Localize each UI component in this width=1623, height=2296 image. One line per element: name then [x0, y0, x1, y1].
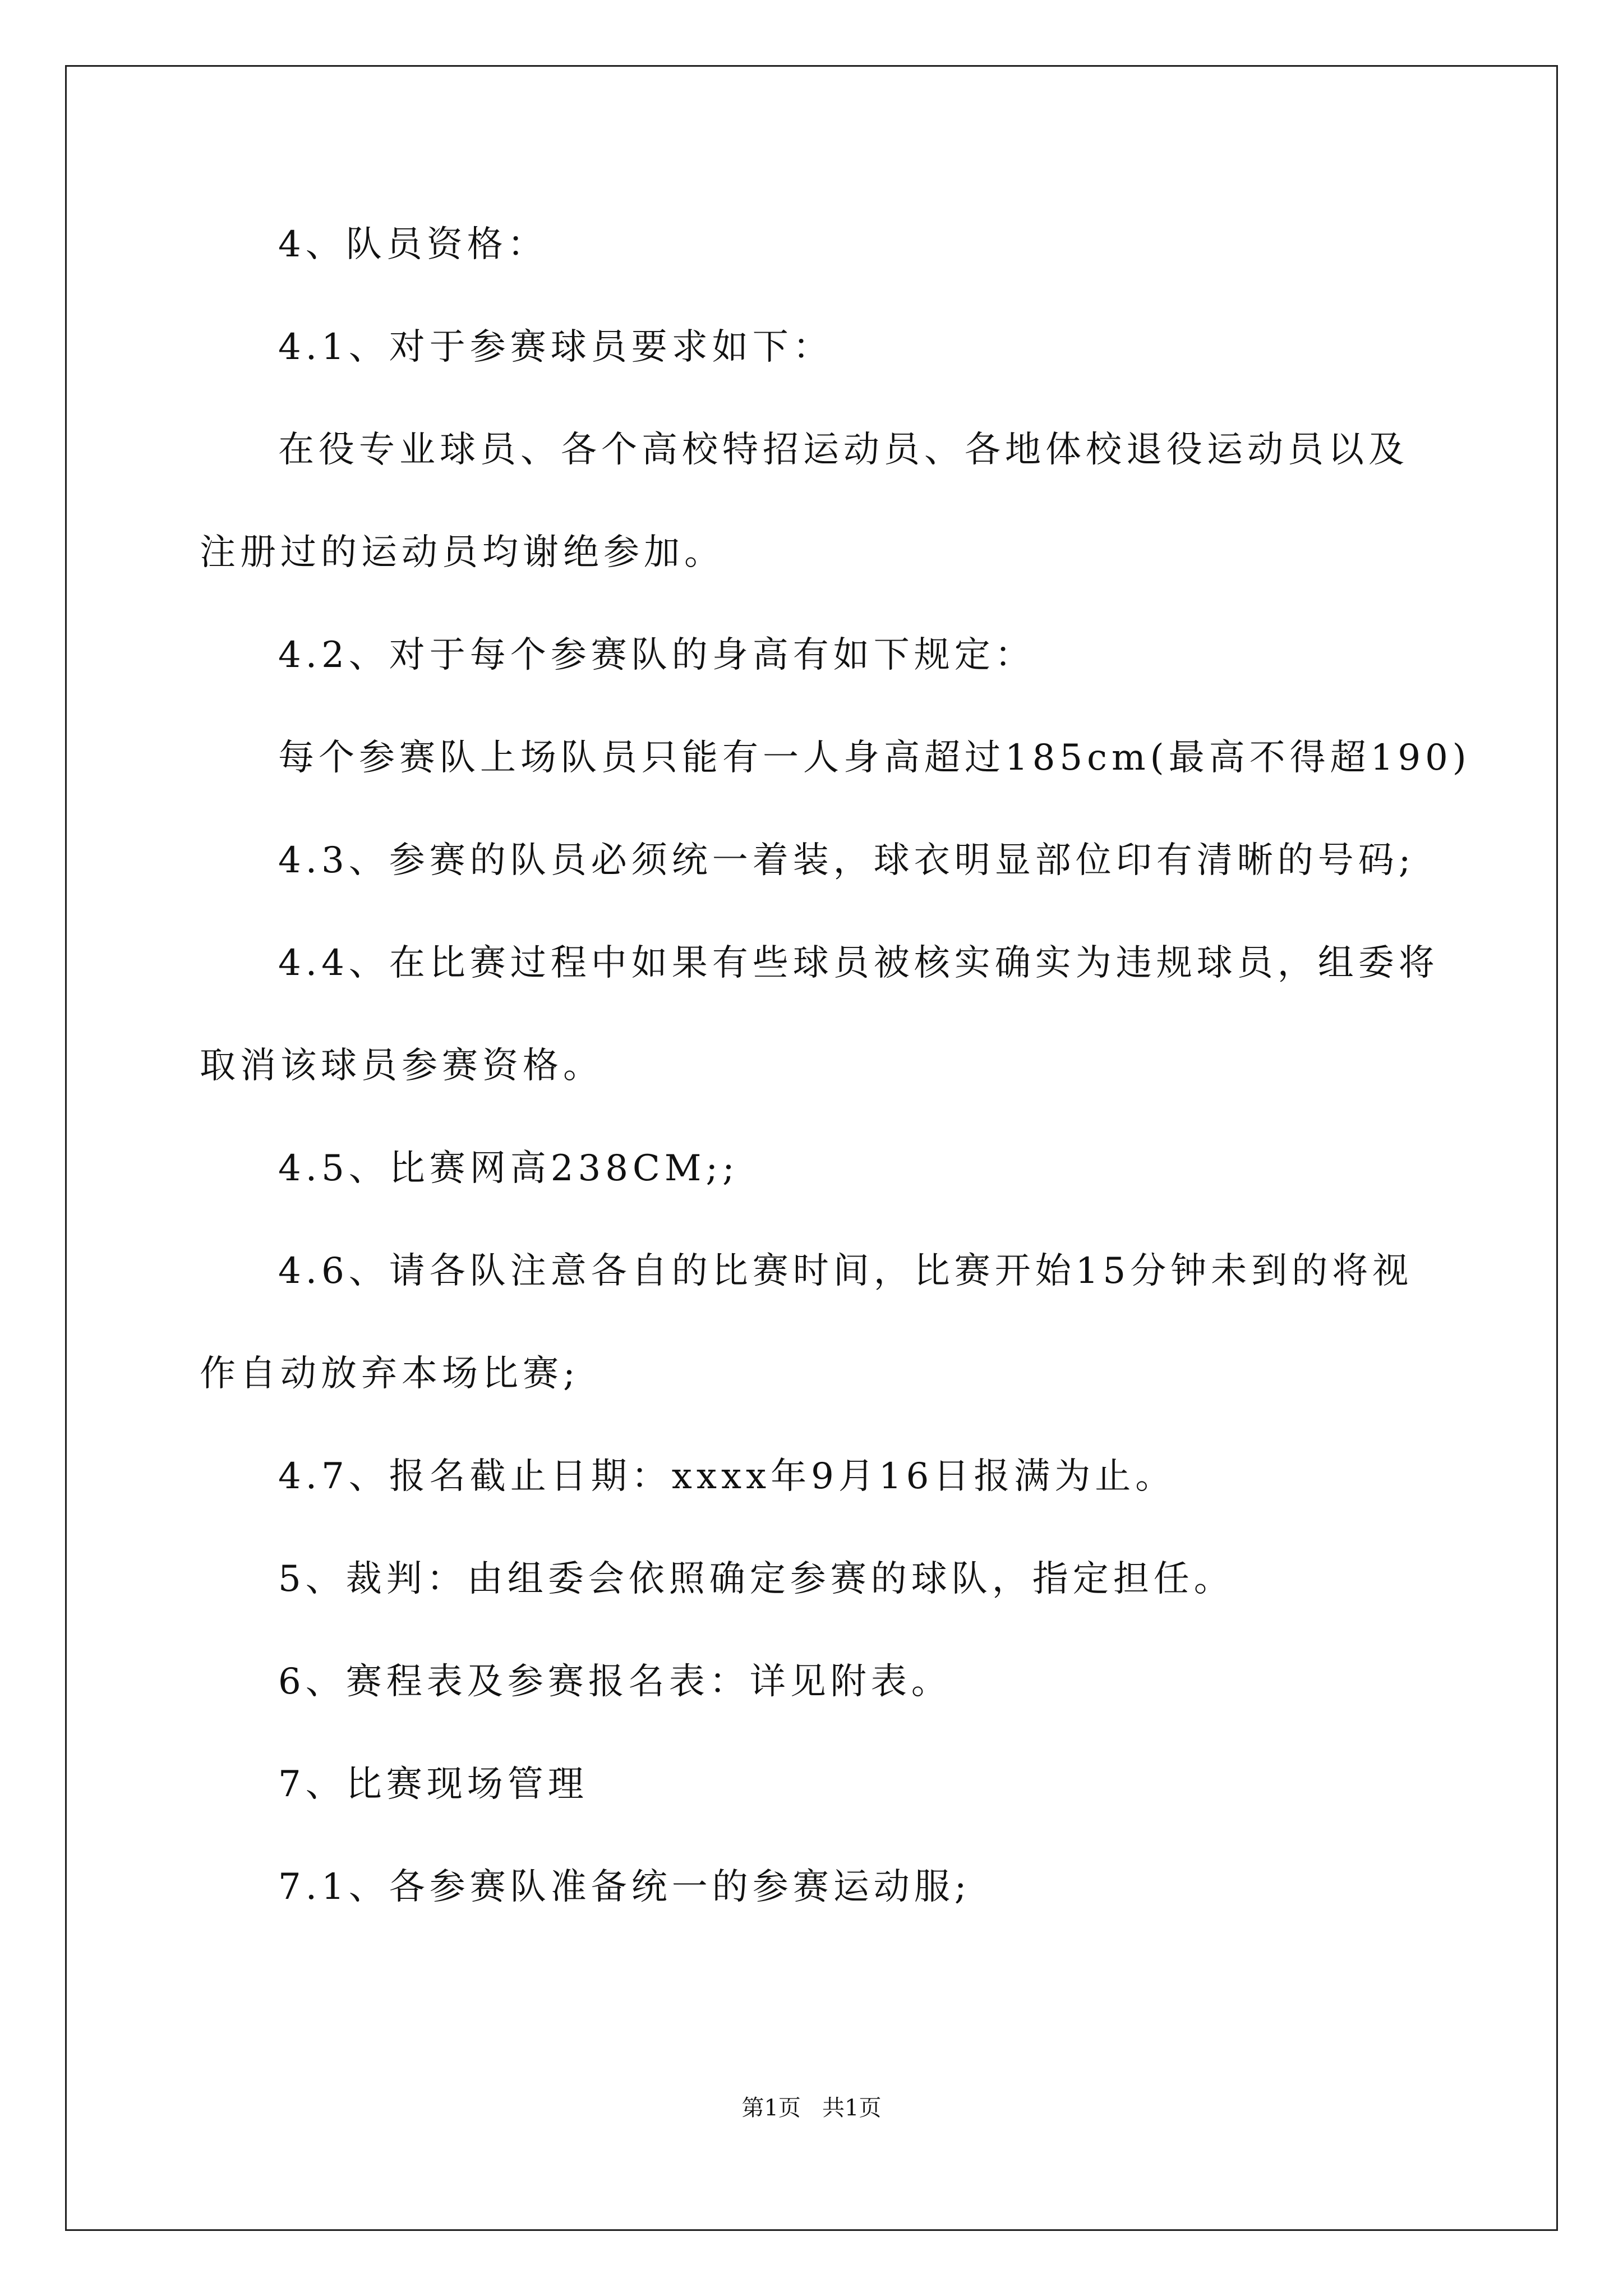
paragraph-section-7: 7、比赛现场管理 [278, 1764, 588, 1805]
paragraph-4-4-line2: 取消该球员参赛资格。 [200, 1045, 603, 1087]
paragraph-7-1: 7.1、各参赛队准备统一的参赛运动服; [278, 1866, 971, 1908]
paragraph-4-5: 4.5、比赛网高238CM;; [278, 1148, 739, 1189]
paragraph-4-6-line1: 4.6、请各队注意各自的比赛时间，比赛开始15分钟未到的将视 [278, 1250, 1413, 1292]
paragraph-4-6-line2: 作自动放弃本场比赛; [200, 1353, 580, 1395]
page-footer: 第1页 共1页 [741, 2095, 882, 2121]
paragraph-4-3: 4.3、参赛的队员必须统一着装，球衣明显部位印有清晰的号码; [278, 840, 1415, 881]
paragraph-section-6: 6、赛程表及参赛报名表：详见附表。 [278, 1661, 952, 1703]
paragraph-4-2-body: 每个参赛队上场队员只能有一人身高超过185cm(最高不得超190) [278, 737, 1471, 779]
paragraph-4-7: 4.7、报名截止日期：xxxx年9月16日报满为止。 [278, 1456, 1176, 1497]
paragraph-section-5: 5、裁判：由组委会依照确定参赛的球队，指定担任。 [278, 1558, 1234, 1600]
paragraph-4-1-body-line1: 在役专业球员、各个高校特招运动员、各地体校退役运动员以及 [278, 429, 1409, 471]
paragraph-4-1: 4.1、对于参赛球员要求如下： [278, 326, 833, 368]
paragraph-4-2: 4.2、对于每个参赛队的身高有如下规定： [278, 634, 1035, 676]
paragraph-section-4: 4、队员资格： [278, 224, 548, 265]
paragraph-4-4-line1: 4.4、在比赛过程中如果有些球员被核实确实为违规球员，组委将 [278, 942, 1439, 984]
paragraph-4-1-body-line2: 注册过的运动员均谢绝参加。 [200, 532, 725, 573]
